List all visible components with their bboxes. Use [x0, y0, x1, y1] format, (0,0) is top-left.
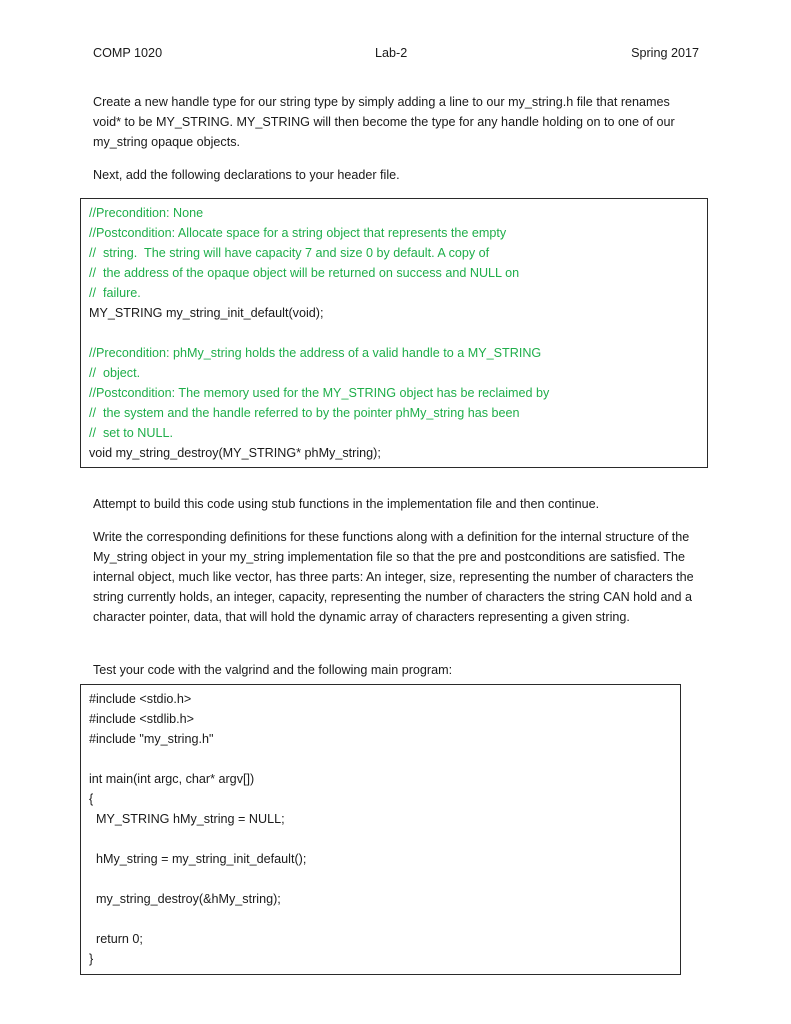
- intro-paragraph: Create a new handle type for our string type by simply adding a line to our my_string.h file that renames void* to be MY_STRING. MY_STRING will then become the type for any handle holding on to one of our my_string opaque objects.: [93, 95, 675, 149]
- code-line: #include <stdlib.h>: [89, 712, 195, 726]
- blank-line: [89, 829, 672, 849]
- blank-line: [89, 869, 672, 889]
- code-line: #include <stdio.h>: [89, 692, 192, 706]
- test-paragraph: Test your code with the valgrind and the following main program:: [93, 663, 453, 677]
- blank-line: [89, 749, 672, 769]
- code-comment-line: //Precondition: None: [89, 206, 204, 220]
- main-program-code-box: [80, 684, 681, 975]
- code-comment-line: // string. The string will have capacity 7 and size 0 by default. A copy of: [89, 246, 490, 260]
- code-line: return 0;: [89, 932, 143, 946]
- blank-line: [89, 323, 699, 343]
- blank-line: [89, 909, 672, 929]
- code-comment-line: // failure.: [89, 286, 141, 300]
- code-comment-line: // set to NULL.: [89, 426, 173, 440]
- page-header: [93, 46, 699, 64]
- code-line: MY_STRING hMy_string = NULL;: [89, 812, 285, 826]
- write-paragraph: Write the corresponding definitions for these functions along with a definition for the internal structure of the My_string object in your my_string implementation file so that the pre and postconditions are satisfied. The internal object, much like vector, has three parts: An integer, size, representing the number of characters the string currently holds, an integer, capacity, representing the number of characters the string CAN hold and a character pointer, data, that will hold the dynamic array of characters representing a given string.: [93, 530, 694, 624]
- code-line: #include "my_string.h": [89, 732, 214, 746]
- code-comment-line: //Precondition: phMy_string holds the address of a valid handle to a MY_STRING: [89, 346, 542, 360]
- code-line: void my_string_destroy(MY_STRING* phMy_string);: [89, 446, 381, 460]
- code-line: MY_STRING my_string_init_default(void);: [89, 306, 324, 320]
- attempt-paragraph: Attempt to build this code using stub functions in the implementation file and then continue.: [93, 497, 600, 511]
- code-line: }: [89, 952, 94, 966]
- term-label: Spring 2017: [631, 46, 699, 60]
- code-comment-line: //Postcondition: Allocate space for a string object that represents the empty: [89, 226, 507, 240]
- code-line: int main(int argc, char* argv[]): [89, 772, 255, 786]
- lab-title: Lab-2: [375, 46, 408, 60]
- code-line: hMy_string = my_string_init_default();: [89, 852, 307, 866]
- code-comment-line: // the address of the opaque object will be returned on success and NULL on: [89, 266, 520, 280]
- code-line: my_string_destroy(&hMy_string);: [89, 892, 281, 906]
- code-comment-line: // the system and the handle referred to by the pointer phMy_string has been: [89, 406, 520, 420]
- course-code: COMP 1020: [93, 46, 163, 60]
- next-paragraph: Next, add the following declarations to your header file.: [93, 168, 400, 182]
- declarations-code-box: [80, 198, 708, 468]
- code-line: {: [89, 792, 94, 806]
- code-comment-line: //Postcondition: The memory used for the MY_STRING object has be reclaimed by: [89, 386, 550, 400]
- code-comment-line: // object.: [89, 366, 141, 380]
